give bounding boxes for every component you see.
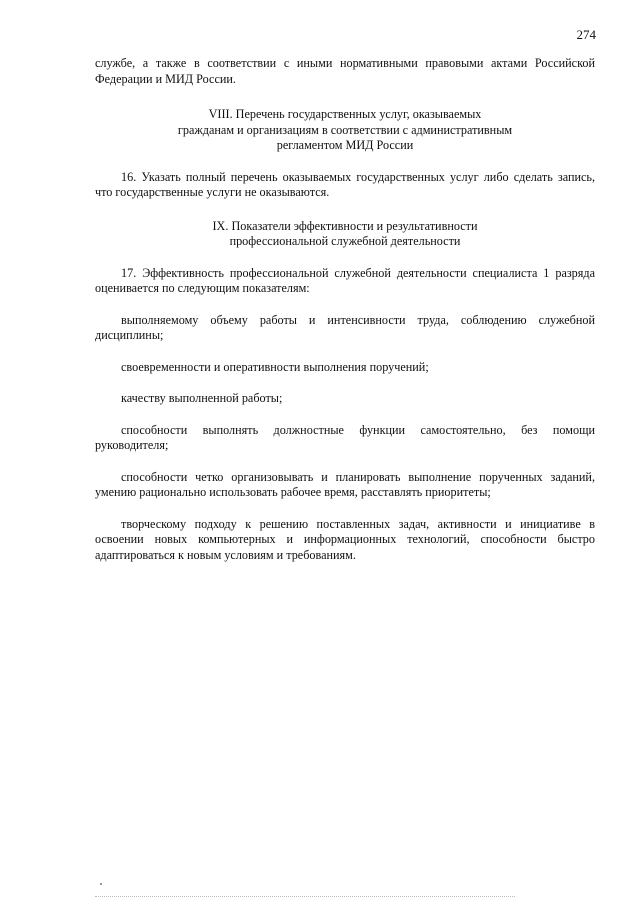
- section-8-heading: [95, 107, 595, 154]
- paragraph-17: 17. Эффективность профессиональной служебной деятельности специалиста 1 разряда оценивается по следующим показателям:: [95, 265, 595, 295]
- intro-paragraph: службе, а также в соответствии с иными нормативными правовыми актами Российской Федерации и МИД России.: [95, 56, 595, 86]
- section-8-title-line: VIII. Перечень государственных услуг, оказываемых: [208, 107, 482, 121]
- indicator-item: своевременности и оперативности выполнения поручений;: [121, 359, 429, 374]
- section-9-title-line: профессиональной служебной деятельности: [229, 234, 461, 248]
- section-9-title-line: IX. Показатели эффективности и результативности: [212, 218, 478, 233]
- indicator-item: творческому подходу к решению поставленных задач, активности и инициативе в освоении новых компьютерных и информационных технологий, способности быстро адаптироваться к новым условиям и требованиям.: [95, 516, 595, 562]
- document-body: [95, 56, 595, 563]
- paragraph-16: 16. Указать полный перечень оказываемых государственных услуг либо сделать запись, что государственные услуги не оказываются.: [95, 169, 595, 199]
- section-9-heading: [95, 219, 595, 250]
- indicator-item: выполняемому объему работы и интенсивности труда, соблюдению служебной дисциплины;: [95, 312, 595, 342]
- scan-edge-line: [95, 896, 515, 897]
- scan-speck: [100, 883, 102, 885]
- indicator-item: качеству выполненной работы;: [121, 391, 283, 405]
- indicator-item: способности четко организовывать и планировать выполнение порученных заданий, умению рационально использовать рабочее время, расставлять приоритеты;: [95, 469, 595, 499]
- indicator-item: способности выполнять должностные функции самостоятельно, без помощи руководителя;: [95, 422, 595, 452]
- section-8-title-line: гражданам и организациям в соответствии с административным: [177, 122, 513, 137]
- section-8-title-line: регламентом МИД России: [276, 138, 414, 152]
- page-number: 274: [576, 27, 596, 42]
